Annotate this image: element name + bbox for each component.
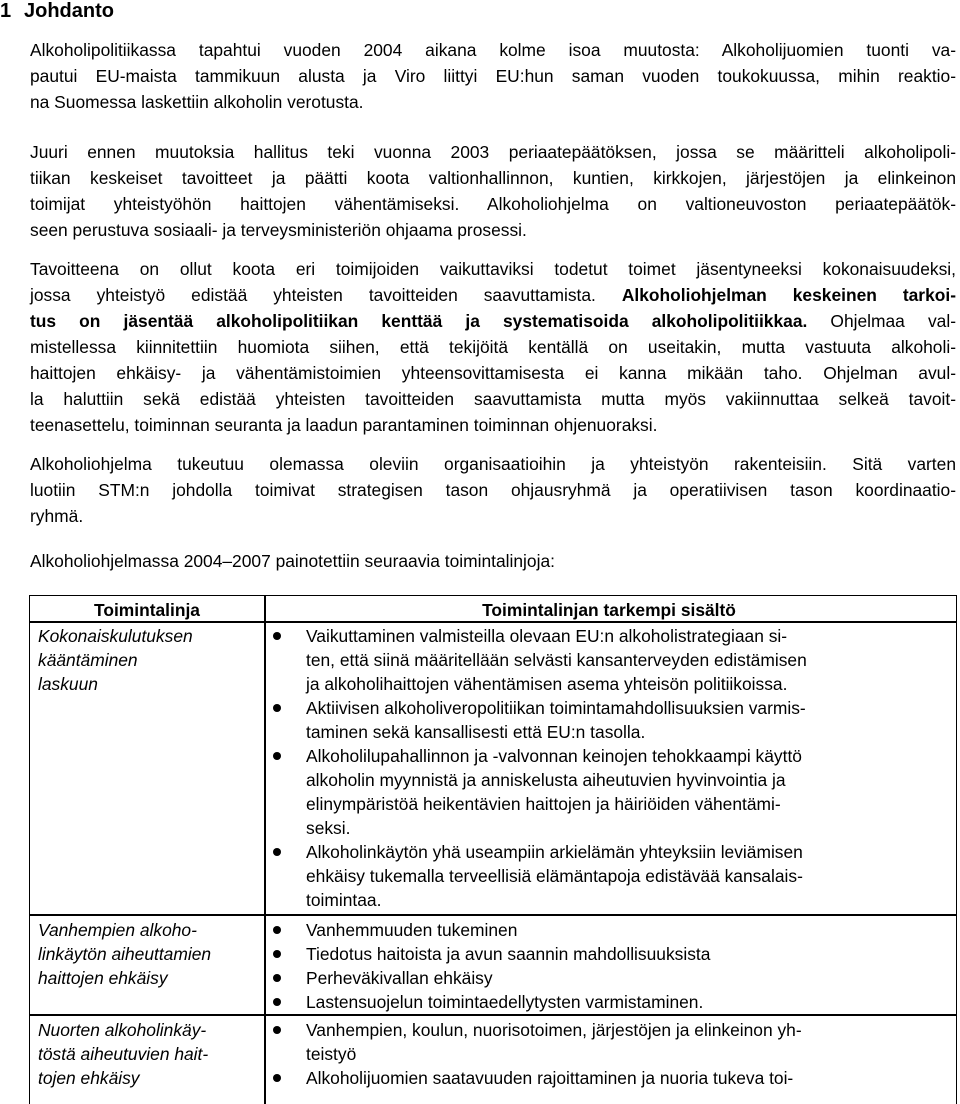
table-cell-details bbox=[266, 1018, 952, 1090]
text-line: Alkoholinkäytön yhä useampiin arkielämän yhteyksiin leviämisen bbox=[306, 842, 803, 862]
table-row-divider bbox=[30, 914, 956, 916]
text-line: Aktiivisen alkoholiveropolitiikan toimintamahdollisuuksien varmis- bbox=[306, 698, 806, 718]
text-line: seen perustuva sosiaali- ja terveysministeriön ohjaama prosessi. bbox=[30, 220, 527, 240]
text-line: Tavoitteena on ollut koota eri toimijoiden vaikuttaviksi todetut toimet jäsentyneeksi kokonaisuudeksi, bbox=[30, 259, 956, 279]
table-cell-details bbox=[266, 624, 952, 912]
text-line: ja alkoholihaittojen vähentämisen asema yhteisön politiikoissa. bbox=[306, 674, 788, 694]
text-line: tojen ehkäisy bbox=[38, 1068, 140, 1088]
text-line: teistyö bbox=[306, 1044, 357, 1064]
list-item bbox=[266, 1066, 952, 1090]
text-line: mistellessa kiinnitettiin huomiota siihen, että tekijöitä kentällä on useitakin, mutta vastuuta alkoholi- bbox=[30, 337, 956, 357]
paragraph-table-intro bbox=[30, 548, 956, 574]
table-cell-action-line bbox=[38, 1018, 258, 1090]
emphasis-text: Alkoholiohjelman keskeinen tarkoi- bbox=[621, 285, 956, 305]
bullet-icon bbox=[273, 998, 281, 1006]
list-item bbox=[266, 1018, 952, 1066]
bullet-icon bbox=[273, 848, 281, 856]
bullet-icon bbox=[273, 1026, 281, 1034]
text-line: laskuun bbox=[38, 674, 98, 694]
text-line: Kokonaiskulutuksen bbox=[38, 626, 193, 646]
section-title: Johdanto bbox=[24, 0, 114, 22]
text-line: Juuri ennen muutoksia hallitus teki vuonna 2003 periaatepäätöksen, jossa se määritteli alkoholipoli- bbox=[30, 142, 956, 162]
bullet-icon bbox=[273, 1074, 281, 1082]
table-cell-action-line bbox=[38, 624, 258, 696]
table-row-divider bbox=[30, 1014, 956, 1016]
text-line: Alkoholilupahallinnon ja -valvonnan keinojen tehokkaampi käyttö bbox=[306, 746, 802, 766]
list-item bbox=[266, 696, 952, 744]
text-line: tiikan keskeiset tavoitteet ja päätti koota valtionhallinnon, kuntien, kirkkojen, järjestöjen ja elinkeinon bbox=[30, 168, 956, 188]
bullet-icon bbox=[273, 974, 281, 982]
text-line: töstä aiheutuvien hait- bbox=[38, 1044, 209, 1064]
list-item bbox=[266, 840, 952, 912]
section-heading bbox=[0, 0, 114, 23]
text-line: la haluttiin sekä edistää yhteisten tavoitteiden saavuttamista mutta myös vakiinnuttaa selkeä tavoit- bbox=[30, 389, 956, 409]
text-line: toimintaa. bbox=[306, 890, 382, 910]
text-line: Perheväkivallan ehkäisy bbox=[306, 968, 493, 988]
list-item bbox=[266, 744, 952, 840]
text-line: ryhmä. bbox=[30, 506, 84, 526]
text-line: na Suomessa laskettiin alkoholin verotusta. bbox=[30, 92, 364, 112]
bullet-icon bbox=[273, 632, 281, 640]
text-line: Alkoholipolitiikassa tapahtui vuoden 2004 aikana kolme isoa muutosta: Alkoholijuomien tuonti va- bbox=[30, 40, 956, 60]
list-item bbox=[266, 942, 952, 966]
bullet-icon bbox=[273, 704, 281, 712]
text-line: Vaikuttaminen valmisteilla olevaan EU:n alkoholistrategiaan si- bbox=[306, 626, 788, 646]
bullet-icon bbox=[273, 926, 281, 934]
text-line: taminen sekä kansallisesti että EU:n tasolla. bbox=[306, 722, 646, 742]
table-cell-action-line bbox=[38, 918, 258, 990]
text-line: pautui EU-maista tammikuun alusta ja Viro liittyi EU:hun saman vuoden toukokuussa, mihin reaktio- bbox=[30, 66, 956, 86]
paragraph-intro bbox=[30, 37, 956, 115]
paragraph-decision bbox=[30, 139, 956, 243]
text-line: Lastensuojelun toimintaedellytysten varmistaminen. bbox=[306, 992, 704, 1012]
text-line: ehkäisy tukemalla terveellisiä elämäntapoja edistävää kansalais- bbox=[306, 866, 803, 886]
list-item bbox=[266, 990, 952, 1014]
action-lines-table bbox=[29, 595, 957, 1104]
text-line: Tiedotus haitoista ja avun saannin mahdollisuuksista bbox=[306, 944, 711, 964]
text-line: haittojen ehkäisy bbox=[38, 968, 168, 988]
emphasis-text: tus on jäsentää alkoholipolitiikan kenttää ja systematisoida alkoholipolitiikkaa. bbox=[30, 311, 808, 331]
text-line: seksi. bbox=[306, 818, 351, 838]
text-line: toimijat yhteistyöhön haittojen vähentämiseksi. Alkoholiohjelma on valtioneuvoston periaatepäätök- bbox=[30, 194, 956, 214]
section-number: 1 bbox=[0, 0, 12, 22]
list-item bbox=[266, 966, 952, 990]
bullet-icon bbox=[273, 950, 281, 958]
text-line: Alkoholiohjelma tukeutuu olemassa oleviin organisaatioihin ja yhteistyön rakenteisiin. Sitä varten bbox=[30, 454, 956, 474]
text-line: ten, että siinä määritellään selvästi kansanterveyden edistämisen bbox=[306, 650, 807, 670]
text-line: linkäytön aiheuttamien bbox=[38, 944, 212, 964]
text-run: Ohjelmaa val- bbox=[807, 311, 956, 331]
text-line: alkoholin myynnistä ja anniskelusta aiheutuvien hyvinvointia ja bbox=[306, 770, 786, 790]
paragraph-goals bbox=[30, 256, 956, 438]
text-line: teenasettelu, toiminnan seuranta ja laadun parantaminen toiminnan ohjenuoraksi. bbox=[30, 415, 658, 435]
text-line bbox=[30, 308, 956, 334]
table-cell-details bbox=[266, 918, 952, 1014]
list-item bbox=[266, 918, 952, 942]
text-run: jossa yhteistyö edistää yhteisten tavoitteiden saavuttamista. bbox=[30, 285, 622, 305]
text-line: Nuorten alkoholinkäy- bbox=[38, 1020, 207, 1040]
text-line: Vanhempien, koulun, nuorisotoimen, järjestöjen ja elinkeinon yh- bbox=[306, 1020, 802, 1040]
text-line: haittojen ehkäisy- ja vähentämistoimien yhteensovittamisesta ei kanna mikään taho. Ohjelman avul- bbox=[30, 363, 956, 383]
text-line: Vanhempien alkoho- bbox=[38, 920, 197, 940]
text-line bbox=[30, 282, 956, 308]
bullet-icon bbox=[273, 752, 281, 760]
table-header-action-line: Toimintalinja bbox=[94, 600, 200, 620]
paragraph-organisation bbox=[30, 451, 956, 529]
text-line: elinympäristöä heikentävien haittojen ja häiriöiden vähentämi- bbox=[306, 794, 781, 814]
text-line: Alkoholiohjelmassa 2004–2007 painotettiin seuraavia toimintalinjoja: bbox=[30, 551, 555, 571]
text-line: Vanhemmuuden tukeminen bbox=[306, 920, 518, 940]
text-line: luotiin STM:n johdolla toimivat strategisen tason ohjausryhmä ja operatiivisen tason koordinaatio- bbox=[30, 480, 956, 500]
text-line: Alkoholijuomien saatavuuden rajoittaminen ja nuoria tukeva toi- bbox=[306, 1068, 794, 1088]
list-item bbox=[266, 624, 952, 696]
table-header-details: Toimintalinjan tarkempi sisältö bbox=[482, 600, 736, 620]
text-line: kääntäminen bbox=[38, 650, 138, 670]
